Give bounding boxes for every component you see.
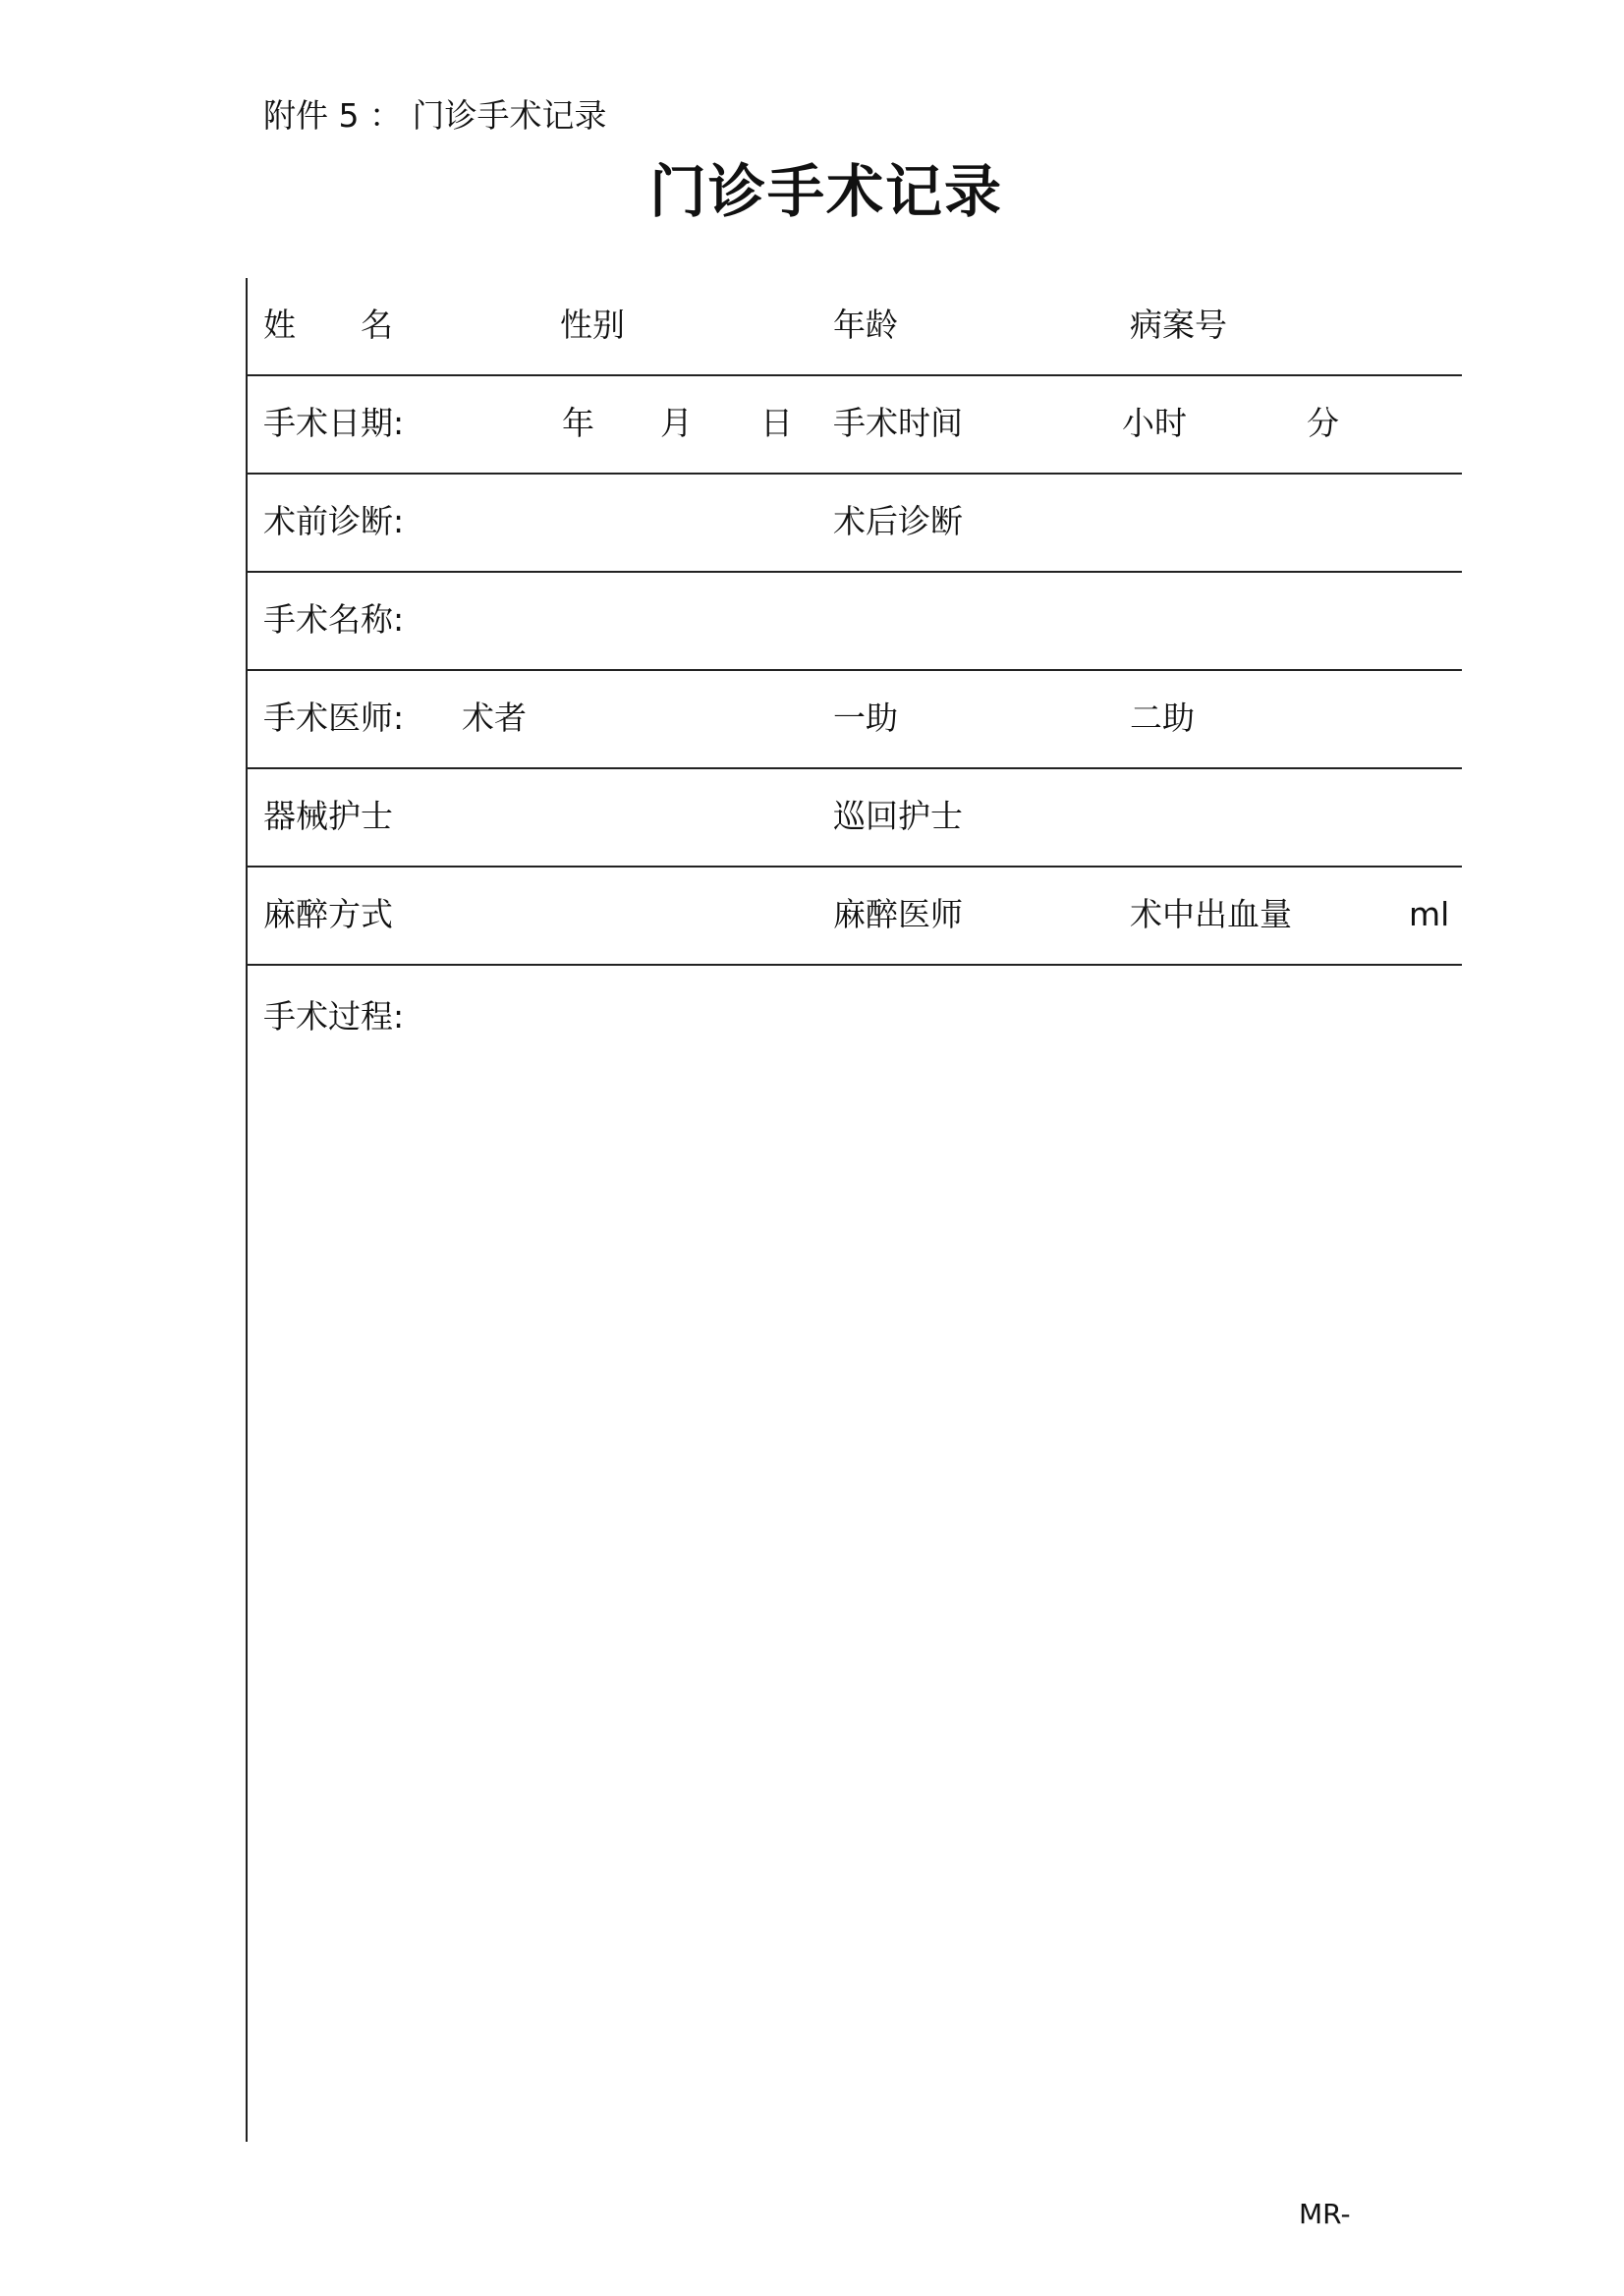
day-label: 日: [760, 404, 793, 442]
form-row-nurses: [248, 769, 1462, 868]
form-row-surgery-name: [248, 573, 1462, 671]
second-assistant-label: 二助: [1130, 699, 1195, 737]
blood-loss-unit: ml: [1409, 895, 1450, 933]
anesthesiologist-label: 麻醉医师: [833, 895, 963, 933]
surgery-date-label: 手术日期:: [263, 404, 405, 442]
year-label: 年: [562, 404, 594, 442]
operator-label: 术者: [462, 699, 527, 737]
form-row-procedure: [248, 966, 1462, 2142]
pre-op-diagnosis-label: 术前诊断:: [263, 502, 405, 540]
name-label: 姓 名: [263, 306, 393, 344]
anesthesia-method-label: 麻醉方式: [263, 895, 393, 933]
blood-loss-label: 术中出血量: [1130, 895, 1292, 933]
age-label: 年龄: [833, 306, 898, 344]
form-row-anesthesia: [248, 868, 1462, 966]
case-number-label: 病案号: [1130, 306, 1227, 344]
surgery-name-label: 手术名称:: [263, 600, 405, 639]
form-row-surgeons: [248, 671, 1462, 769]
form-row-diagnosis: [248, 475, 1462, 573]
hour-label: 小时: [1122, 404, 1187, 442]
document-title: 门诊手术记录: [648, 158, 1003, 225]
minute-label: 分: [1307, 404, 1339, 442]
surgeon-label: 手术医师:: [263, 699, 405, 737]
procedure-label: 手术过程:: [263, 997, 405, 1036]
circulating-nurse-label: 巡回护士: [833, 797, 963, 835]
sex-label: 性别: [560, 306, 625, 344]
month-label: 月: [660, 404, 693, 442]
first-assistant-label: 一助: [833, 699, 898, 737]
surgery-record-form: [246, 278, 1460, 2142]
scrub-nurse-label: 器械护士: [263, 797, 393, 835]
attachment-label: 附件 5 ： 门诊手术记录: [263, 96, 607, 135]
page-code: MR-: [1299, 2198, 1351, 2230]
form-row-surgery-date: [248, 376, 1462, 475]
form-row-patient-info: [248, 278, 1462, 376]
surgery-time-label: 手术时间: [833, 404, 963, 442]
post-op-diagnosis-label: 术后诊断: [833, 502, 963, 540]
